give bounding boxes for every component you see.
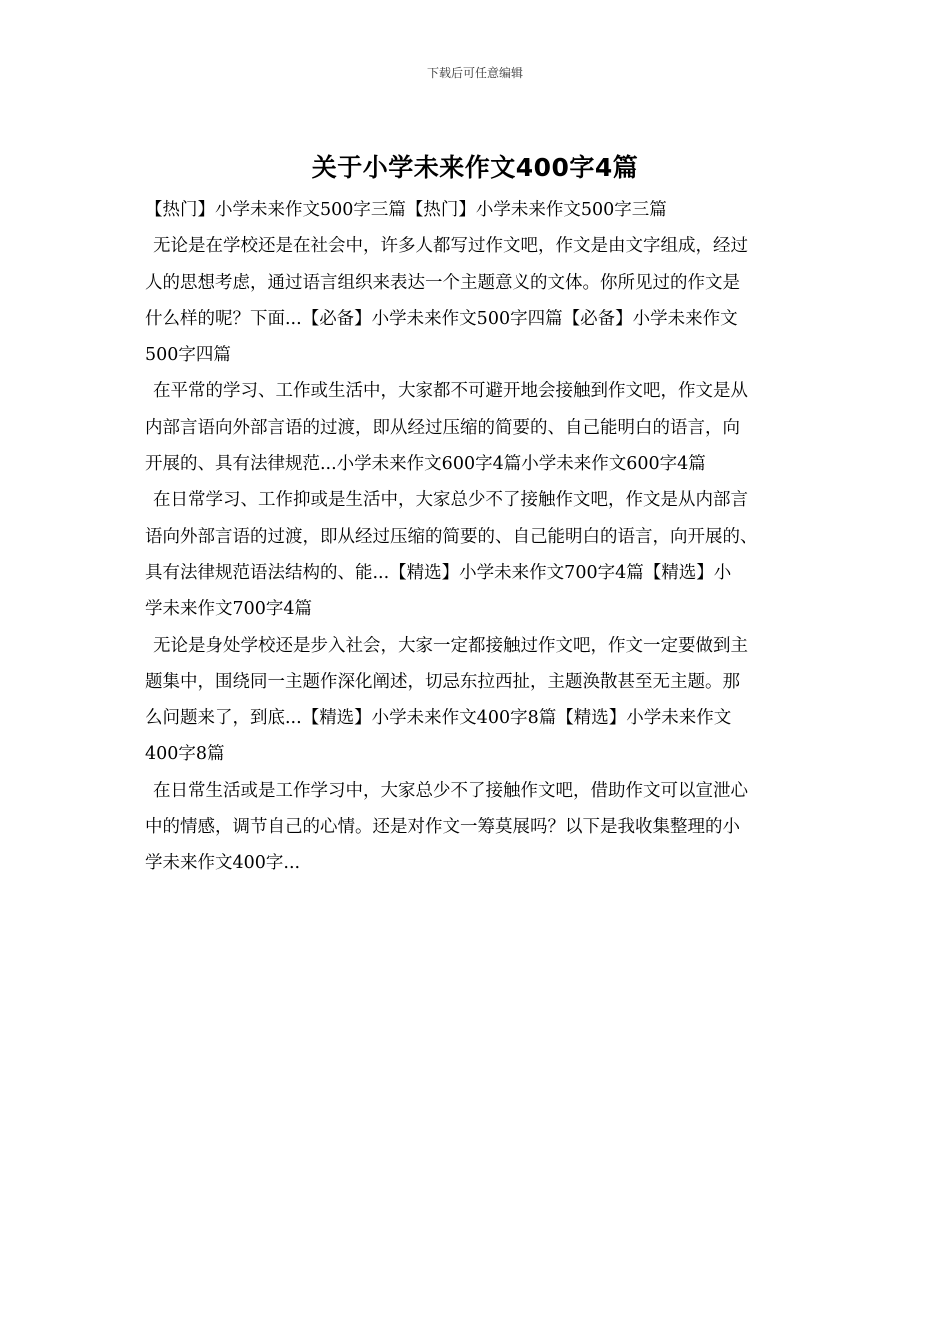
text-line: 中的情感，调节自己的心情。还是对作文一筹莫展吗？以下是我收集整理的小 xyxy=(145,817,740,838)
text-line: 具有法律规范语法结构的、能...【精选】小学未来作文700字4篇【精选】小 xyxy=(145,562,732,583)
text-line: 500字四篇 xyxy=(145,345,231,366)
text-line: 什么样的呢？下面...【必备】小学未来作文500字四篇【必备】小学未来作文 xyxy=(145,308,738,329)
text-line: 学未来作文700字4篇 xyxy=(145,599,313,620)
text-line: 无论是身处学校还是步入社会，大家一定都接触过作文吧，作文一定要做到主 xyxy=(153,635,748,656)
text-line: 内部言语向外部言语的过渡，即从经过压缩的简要的、自己能明白的语言，向 xyxy=(145,417,740,438)
text-line: 语向外部言语的过渡，即从经过压缩的简要的、自己能明白的语言，向开展的、 xyxy=(145,526,758,547)
text-line: 400字8篇 xyxy=(145,744,225,765)
text-line: 在平常的学习、工作或生活中，大家都不可避开地会接触到作文吧，作文是从 xyxy=(153,381,748,402)
text-line: 在日常生活或是工作学习中，大家总少不了接触作文吧，借助作文可以宣泄心 xyxy=(153,780,748,801)
text-line: 学未来作文400字... xyxy=(145,853,301,874)
document-body xyxy=(145,192,815,882)
text-line: 题集中，围绕同一主题作深化阐述，切忌东拉西扯，主题涣散甚至无主题。那 xyxy=(145,671,740,692)
document-title: 关于小学未来作文400字4篇 xyxy=(311,153,639,182)
text-line: 无论是在学校还是在社会中，许多人都写过作文吧，作文是由文字组成，经过 xyxy=(153,236,748,257)
text-line: 在日常学习、工作抑或是生活中，大家总少不了接触作文吧，作文是从内部言 xyxy=(153,490,748,511)
text-line: 开展的、具有法律规范...小学未来作文600字4篇小学未来作文600字4篇 xyxy=(145,454,706,475)
header-note: 下载后可任意编辑 xyxy=(426,66,523,80)
text-line: 么问题来了，到底...【精选】小学未来作文400字8篇【精选】小学未来作文 xyxy=(145,708,732,729)
text-line: 【热门】小学未来作文500字三篇【热门】小学未来作文500字三篇 xyxy=(145,200,667,220)
text-line: 人的思想考虑，通过语言组织来表达一个主题意义的文体。你所见过的作文是 xyxy=(145,272,740,293)
